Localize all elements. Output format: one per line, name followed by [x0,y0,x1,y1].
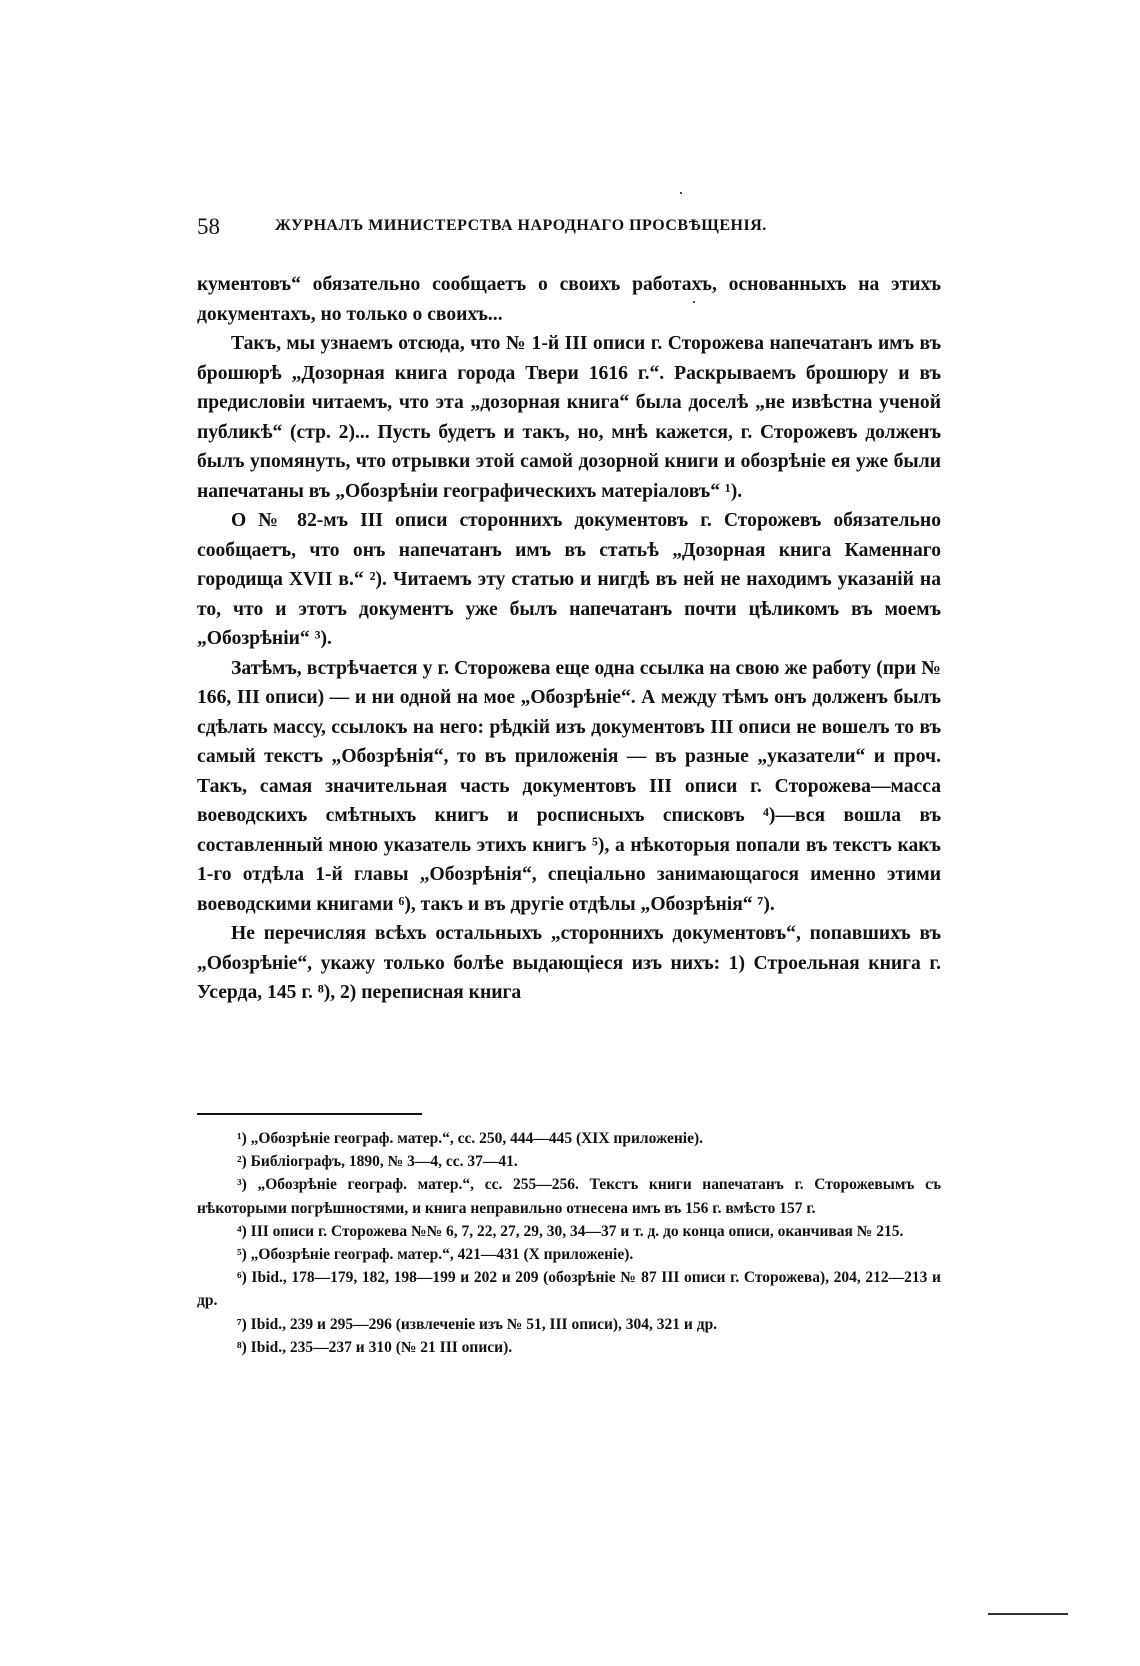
paragraph: О № 82-мъ III описи стороннихъ документовъ г. Сторожевъ обязательно сообщаетъ, что онъ напечатанъ имъ въ статьѣ „Дозорная книга Каменнаго городища XVII в.“ ²). Читаемъ эту статью и нигдѣ въ ней не находимъ указаній на то, что и этотъ документъ уже былъ напечатанъ почти цѣликомъ въ моемъ „Обозрѣніи“ ³). [197,510,941,649]
paragraph: кументовъ“ обязательно сообщаетъ о своихъ работахъ, основанныхъ на этихъ документахъ, но только о своихъ... [197,274,941,325]
paragraph: Такъ, мы узнаемъ отсюда, что № 1-й III описи г. Сторожева напечатанъ имъ въ брошюрѣ „Дозорная книга города Твери 1616 г.“. Раскрываемъ брошюру и въ предисловіи читаемъ, что эта „дозорная книга“ была доселѣ „не извѣстна ученой публикѣ“ (стр. 2)... Пусть будетъ и такъ, но, мнѣ кажется, г. Сторожевъ долженъ былъ упомянуть, что отрывки этой самой дозорной книги и обозрѣніе ея уже были напечатаны въ „Обозрѣніи географическихъ матеріаловъ“ ¹). [197,333,941,502]
scan-edge-line [988,1613,1068,1615]
page-header [197,214,941,246]
footnote: ⁷) Ibid., 239 и 295—296 (извлеченіе изъ № 51, III описи), 304, 321 и др. [237,1315,718,1333]
footnote: ³) „Обозрѣніе географ. матер.“, сс. 255—256. Текстъ книги напечатанъ г. Сторожевымъ съ нѣкоторыми погрѣшностями, и книга неправильно отнесена имъ въ 156 г. вмѣсто 157 г. [197,1176,941,1217]
scan-speck [693,301,695,303]
running-title: ЖУРНАЛЪ МИНИСТЕРСТВА НАРОДНАГО ПРОСВѢЩЕНІЯ. [275,217,767,234]
footnote: ¹) „Обозрѣніе географ. матер.“, сс. 250, 444—445 (XIX приложеніе). [237,1130,704,1147]
footnote: ⁶) Ibid., 178—179, 182, 198—199 и 202 и 209 (обозрѣніе № 87 III описи г. Сторожева), 204, 212—213 и др. [197,1269,941,1310]
footnote-divider [197,1113,422,1115]
footnotes [197,1127,941,1359]
footnote: ⁵) „Обозрѣніе географ. матер.“, 421—431 (X приложеніе). [237,1246,634,1264]
paragraph: Затѣмъ, встрѣчается у г. Сторожева еще одна ссылка на свою же работу (при № 166, III описи) — и ни одной на мое „Обозрѣніе“. А между тѣмъ онъ долженъ былъ сдѣлать массу, ссылокъ на него: рѣдкій изъ документовъ III описи не вошелъ то въ самый текстъ „Обозрѣнія“, то въ приложенія — въ разные „указатели“ и проч. Такъ, самая значительная часть документовъ III описи г. Сторожева—масса воеводскихъ смѣтныхъ книгъ и росписныхъ списковъ ⁴)—вся вошла въ составленный мною указатель этихъ книгъ ⁵), а нѣкоторыя попали въ текстъ какъ 1-го отдѣла 1-й главы „Обозрѣнія“, спеціально занимающагося именно этими воеводскими книгами ⁶), такъ и въ другіе отдѣлы „Обозрѣнія“ ⁷). [197,657,941,915]
footnote: ⁴) III описи г. Сторожева №№ 6, 7, 22, 27, 29, 30, 34—37 и т. д. до конца описи, оканчивая № 215. [237,1222,904,1240]
paragraph: Не перечисляя всѣхъ остальныхъ „стороннихъ документовъ“, попавшихъ въ „Обозрѣніе“, укажу только болѣе выдающіеся изъ нихъ: 1) Строельная книга г. Усерда, 145 г. ⁸), 2) переписная книга [197,923,941,1003]
footnote: ²) Библіографъ, 1890, № 3—4, сс. 37—41. [237,1153,518,1171]
page-number: 58 [197,214,220,239]
body-text [197,270,941,1008]
footnote: ⁸) Ibid., 235—237 и 310 (№ 21 III описи). [237,1338,513,1356]
scan-speck [680,192,682,194]
